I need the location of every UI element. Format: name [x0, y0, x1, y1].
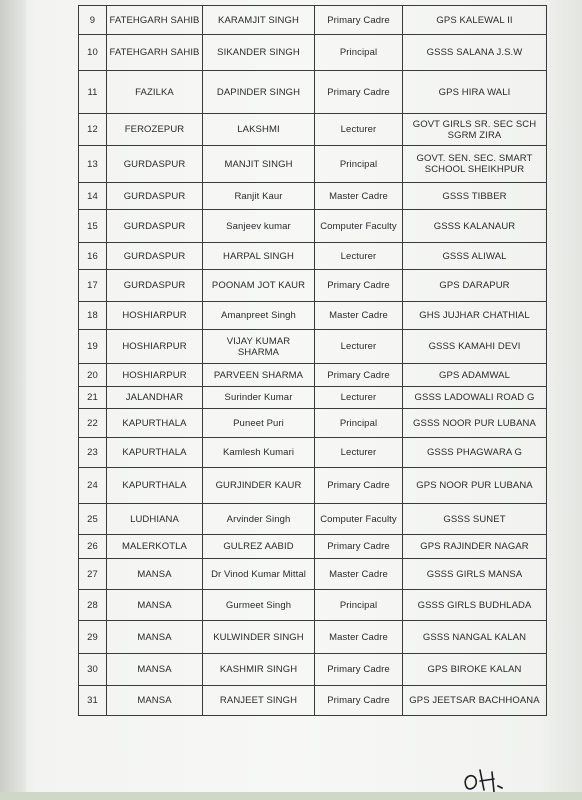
- cadre-cell: Master Cadre: [315, 621, 403, 654]
- table-row: [79, 183, 547, 210]
- district-cell: FEROZEPUR: [107, 114, 203, 146]
- cadre-cell: Primary Cadre: [315, 468, 403, 504]
- cadre-cell: Master Cadre: [315, 559, 403, 590]
- teacher-name-cell: KULWINDER SINGH: [203, 621, 315, 654]
- district-cell: MALERKOTLA: [107, 535, 203, 559]
- school-name-cell: GSSS ALIWAL: [403, 243, 547, 270]
- serial-number-cell: 15: [79, 210, 107, 243]
- serial-number-cell: 14: [79, 183, 107, 210]
- cadre-cell: Master Cadre: [315, 183, 403, 210]
- table-row: [79, 35, 547, 71]
- serial-number-cell: 25: [79, 504, 107, 535]
- table-row: [79, 559, 547, 590]
- school-name-cell: GSSS LADOWALI ROAD G: [403, 387, 547, 409]
- serial-number-cell: 30: [79, 654, 107, 686]
- school-name-cell: GPS BIROKE KALAN: [403, 654, 547, 686]
- teacher-name-cell: Sanjeev kumar: [203, 210, 315, 243]
- table-row: [79, 438, 547, 468]
- serial-number-cell: 12: [79, 114, 107, 146]
- teacher-name-cell: Puneet Puri: [203, 409, 315, 438]
- serial-number-cell: 31: [79, 686, 107, 716]
- school-name-cell: GPS KALEWAL II: [403, 6, 547, 35]
- teacher-name-cell: VIJAY KUMAR SHARMA: [203, 330, 315, 364]
- serial-number-cell: 19: [79, 330, 107, 364]
- cadre-cell: Lecturer: [315, 243, 403, 270]
- serial-number-cell: 16: [79, 243, 107, 270]
- cadre-cell: Principal: [315, 409, 403, 438]
- table-row: [79, 686, 547, 716]
- table-row: [79, 210, 547, 243]
- table-row: [79, 590, 547, 621]
- table-row: [79, 654, 547, 686]
- district-cell: KAPURTHALA: [107, 409, 203, 438]
- serial-number-cell: 10: [79, 35, 107, 71]
- cadre-cell: Computer Faculty: [315, 504, 403, 535]
- school-name-cell: GPS NOOR PUR LUBANA: [403, 468, 547, 504]
- teacher-name-cell: KASHMIR SINGH: [203, 654, 315, 686]
- district-cell: FATEHGARH SAHIB: [107, 35, 203, 71]
- district-cell: KAPURTHALA: [107, 468, 203, 504]
- serial-number-cell: 21: [79, 387, 107, 409]
- table-row: [79, 71, 547, 114]
- cadre-cell: Lecturer: [315, 438, 403, 468]
- serial-number-cell: 9: [79, 6, 107, 35]
- district-cell: HOSHIARPUR: [107, 364, 203, 387]
- serial-number-cell: 22: [79, 409, 107, 438]
- teacher-name-cell: KARAMJIT SINGH: [203, 6, 315, 35]
- teacher-name-cell: Ranjit Kaur: [203, 183, 315, 210]
- district-cell: LUDHIANA: [107, 504, 203, 535]
- district-cell: HOSHIARPUR: [107, 330, 203, 364]
- serial-number-cell: 29: [79, 621, 107, 654]
- cadre-cell: Principal: [315, 35, 403, 71]
- scan-shadow-edge: [0, 0, 26, 800]
- cadre-cell: Primary Cadre: [315, 364, 403, 387]
- school-name-cell: GSSS KAMAHI DEVI: [403, 330, 547, 364]
- cadre-cell: Primary Cadre: [315, 535, 403, 559]
- table-row: [79, 330, 547, 364]
- table-row: [79, 270, 547, 302]
- district-cell: JALANDHAR: [107, 387, 203, 409]
- teacher-name-cell: HARPAL SINGH: [203, 243, 315, 270]
- cadre-cell: Computer Faculty: [315, 210, 403, 243]
- district-cell: GURDASPUR: [107, 243, 203, 270]
- serial-number-cell: 20: [79, 364, 107, 387]
- district-cell: MANSA: [107, 621, 203, 654]
- school-name-cell: GPS HIRA WALI: [403, 71, 547, 114]
- teacher-name-cell: SIKANDER SINGH: [203, 35, 315, 71]
- district-cell: KAPURTHALA: [107, 438, 203, 468]
- district-cell: GURDASPUR: [107, 270, 203, 302]
- table-row: [79, 409, 547, 438]
- teacher-name-cell: Dr Vinod Kumar Mittal: [203, 559, 315, 590]
- district-cell: HOSHIARPUR: [107, 302, 203, 330]
- teacher-name-cell: PARVEEN SHARMA: [203, 364, 315, 387]
- teacher-name-cell: MANJIT SINGH: [203, 146, 315, 183]
- teacher-name-cell: Gurmeet Singh: [203, 590, 315, 621]
- teacher-name-cell: POONAM JOT KAUR: [203, 270, 315, 302]
- table-row: [79, 302, 547, 330]
- school-name-cell: GSSS NOOR PUR LUBANA: [403, 409, 547, 438]
- serial-number-cell: 13: [79, 146, 107, 183]
- serial-number-cell: 26: [79, 535, 107, 559]
- district-cell: MANSA: [107, 654, 203, 686]
- school-name-cell: GSSS TIBBER: [403, 183, 547, 210]
- school-name-cell: GSSS GIRLS BUDHLADA: [403, 590, 547, 621]
- serial-number-cell: 18: [79, 302, 107, 330]
- table-row: [79, 468, 547, 504]
- teacher-name-cell: DAPINDER SINGH: [203, 71, 315, 114]
- school-name-cell: GPS RAJINDER NAGAR: [403, 535, 547, 559]
- district-cell: GURDASPUR: [107, 183, 203, 210]
- school-name-cell: GOVT. SEN. SEC. SMART SCHOOL SHEIKHPUR: [403, 146, 547, 183]
- serial-number-cell: 17: [79, 270, 107, 302]
- cadre-cell: Primary Cadre: [315, 686, 403, 716]
- teacher-list-table: [78, 5, 547, 716]
- cadre-cell: Primary Cadre: [315, 654, 403, 686]
- school-name-cell: GPS ADAMWAL: [403, 364, 547, 387]
- district-cell: FATEHGARH SAHIB: [107, 6, 203, 35]
- cadre-cell: Primary Cadre: [315, 6, 403, 35]
- district-cell: GURDASPUR: [107, 146, 203, 183]
- district-cell: MANSA: [107, 686, 203, 716]
- table-row: [79, 535, 547, 559]
- cadre-cell: Principal: [315, 590, 403, 621]
- teacher-name-cell: GURJINDER KAUR: [203, 468, 315, 504]
- teacher-name-cell: Kamlesh Kumari: [203, 438, 315, 468]
- school-name-cell: GPS DARAPUR: [403, 270, 547, 302]
- table-row: [79, 146, 547, 183]
- cadre-cell: Primary Cadre: [315, 71, 403, 114]
- table-row: [79, 243, 547, 270]
- cadre-cell: Lecturer: [315, 330, 403, 364]
- teacher-name-cell: Surinder Kumar: [203, 387, 315, 409]
- school-name-cell: GSSS KALANAUR: [403, 210, 547, 243]
- table-body: [79, 6, 547, 716]
- cadre-cell: Lecturer: [315, 114, 403, 146]
- serial-number-cell: 11: [79, 71, 107, 114]
- table-row: [79, 387, 547, 409]
- school-name-cell: GSSS NANGAL KALAN: [403, 621, 547, 654]
- table-row: [79, 364, 547, 387]
- table-row: [79, 114, 547, 146]
- serial-number-cell: 24: [79, 468, 107, 504]
- cadre-cell: Lecturer: [315, 387, 403, 409]
- serial-number-cell: 28: [79, 590, 107, 621]
- cadre-cell: Principal: [315, 146, 403, 183]
- teacher-name-cell: Amanpreet Singh: [203, 302, 315, 330]
- serial-number-cell: 23: [79, 438, 107, 468]
- district-cell: MANSA: [107, 559, 203, 590]
- school-name-cell: GSSS SUNET: [403, 504, 547, 535]
- school-name-cell: GSSS SALANA J.S.W: [403, 35, 547, 71]
- table-row: [79, 621, 547, 654]
- scan-bottom-edge: [0, 792, 582, 800]
- table-row: [79, 504, 547, 535]
- serial-number-cell: 27: [79, 559, 107, 590]
- teacher-name-cell: Arvinder Singh: [203, 504, 315, 535]
- teacher-name-cell: GULREZ AABID: [203, 535, 315, 559]
- district-cell: GURDASPUR: [107, 210, 203, 243]
- district-cell: FAZILKA: [107, 71, 203, 114]
- cadre-cell: Primary Cadre: [315, 270, 403, 302]
- cadre-cell: Master Cadre: [315, 302, 403, 330]
- teacher-name-cell: RANJEET SINGH: [203, 686, 315, 716]
- school-name-cell: GSSS GIRLS MANSA: [403, 559, 547, 590]
- teacher-name-cell: LAKSHMI: [203, 114, 315, 146]
- school-name-cell: GPS JEETSAR BACHHOANA: [403, 686, 547, 716]
- school-name-cell: GOVT GIRLS SR. SEC SCH SGRM ZIRA: [403, 114, 547, 146]
- school-name-cell: GHS JUJHAR CHATHIAL: [403, 302, 547, 330]
- school-name-cell: GSSS PHAGWARA G: [403, 438, 547, 468]
- district-cell: MANSA: [107, 590, 203, 621]
- table-row: [79, 6, 547, 35]
